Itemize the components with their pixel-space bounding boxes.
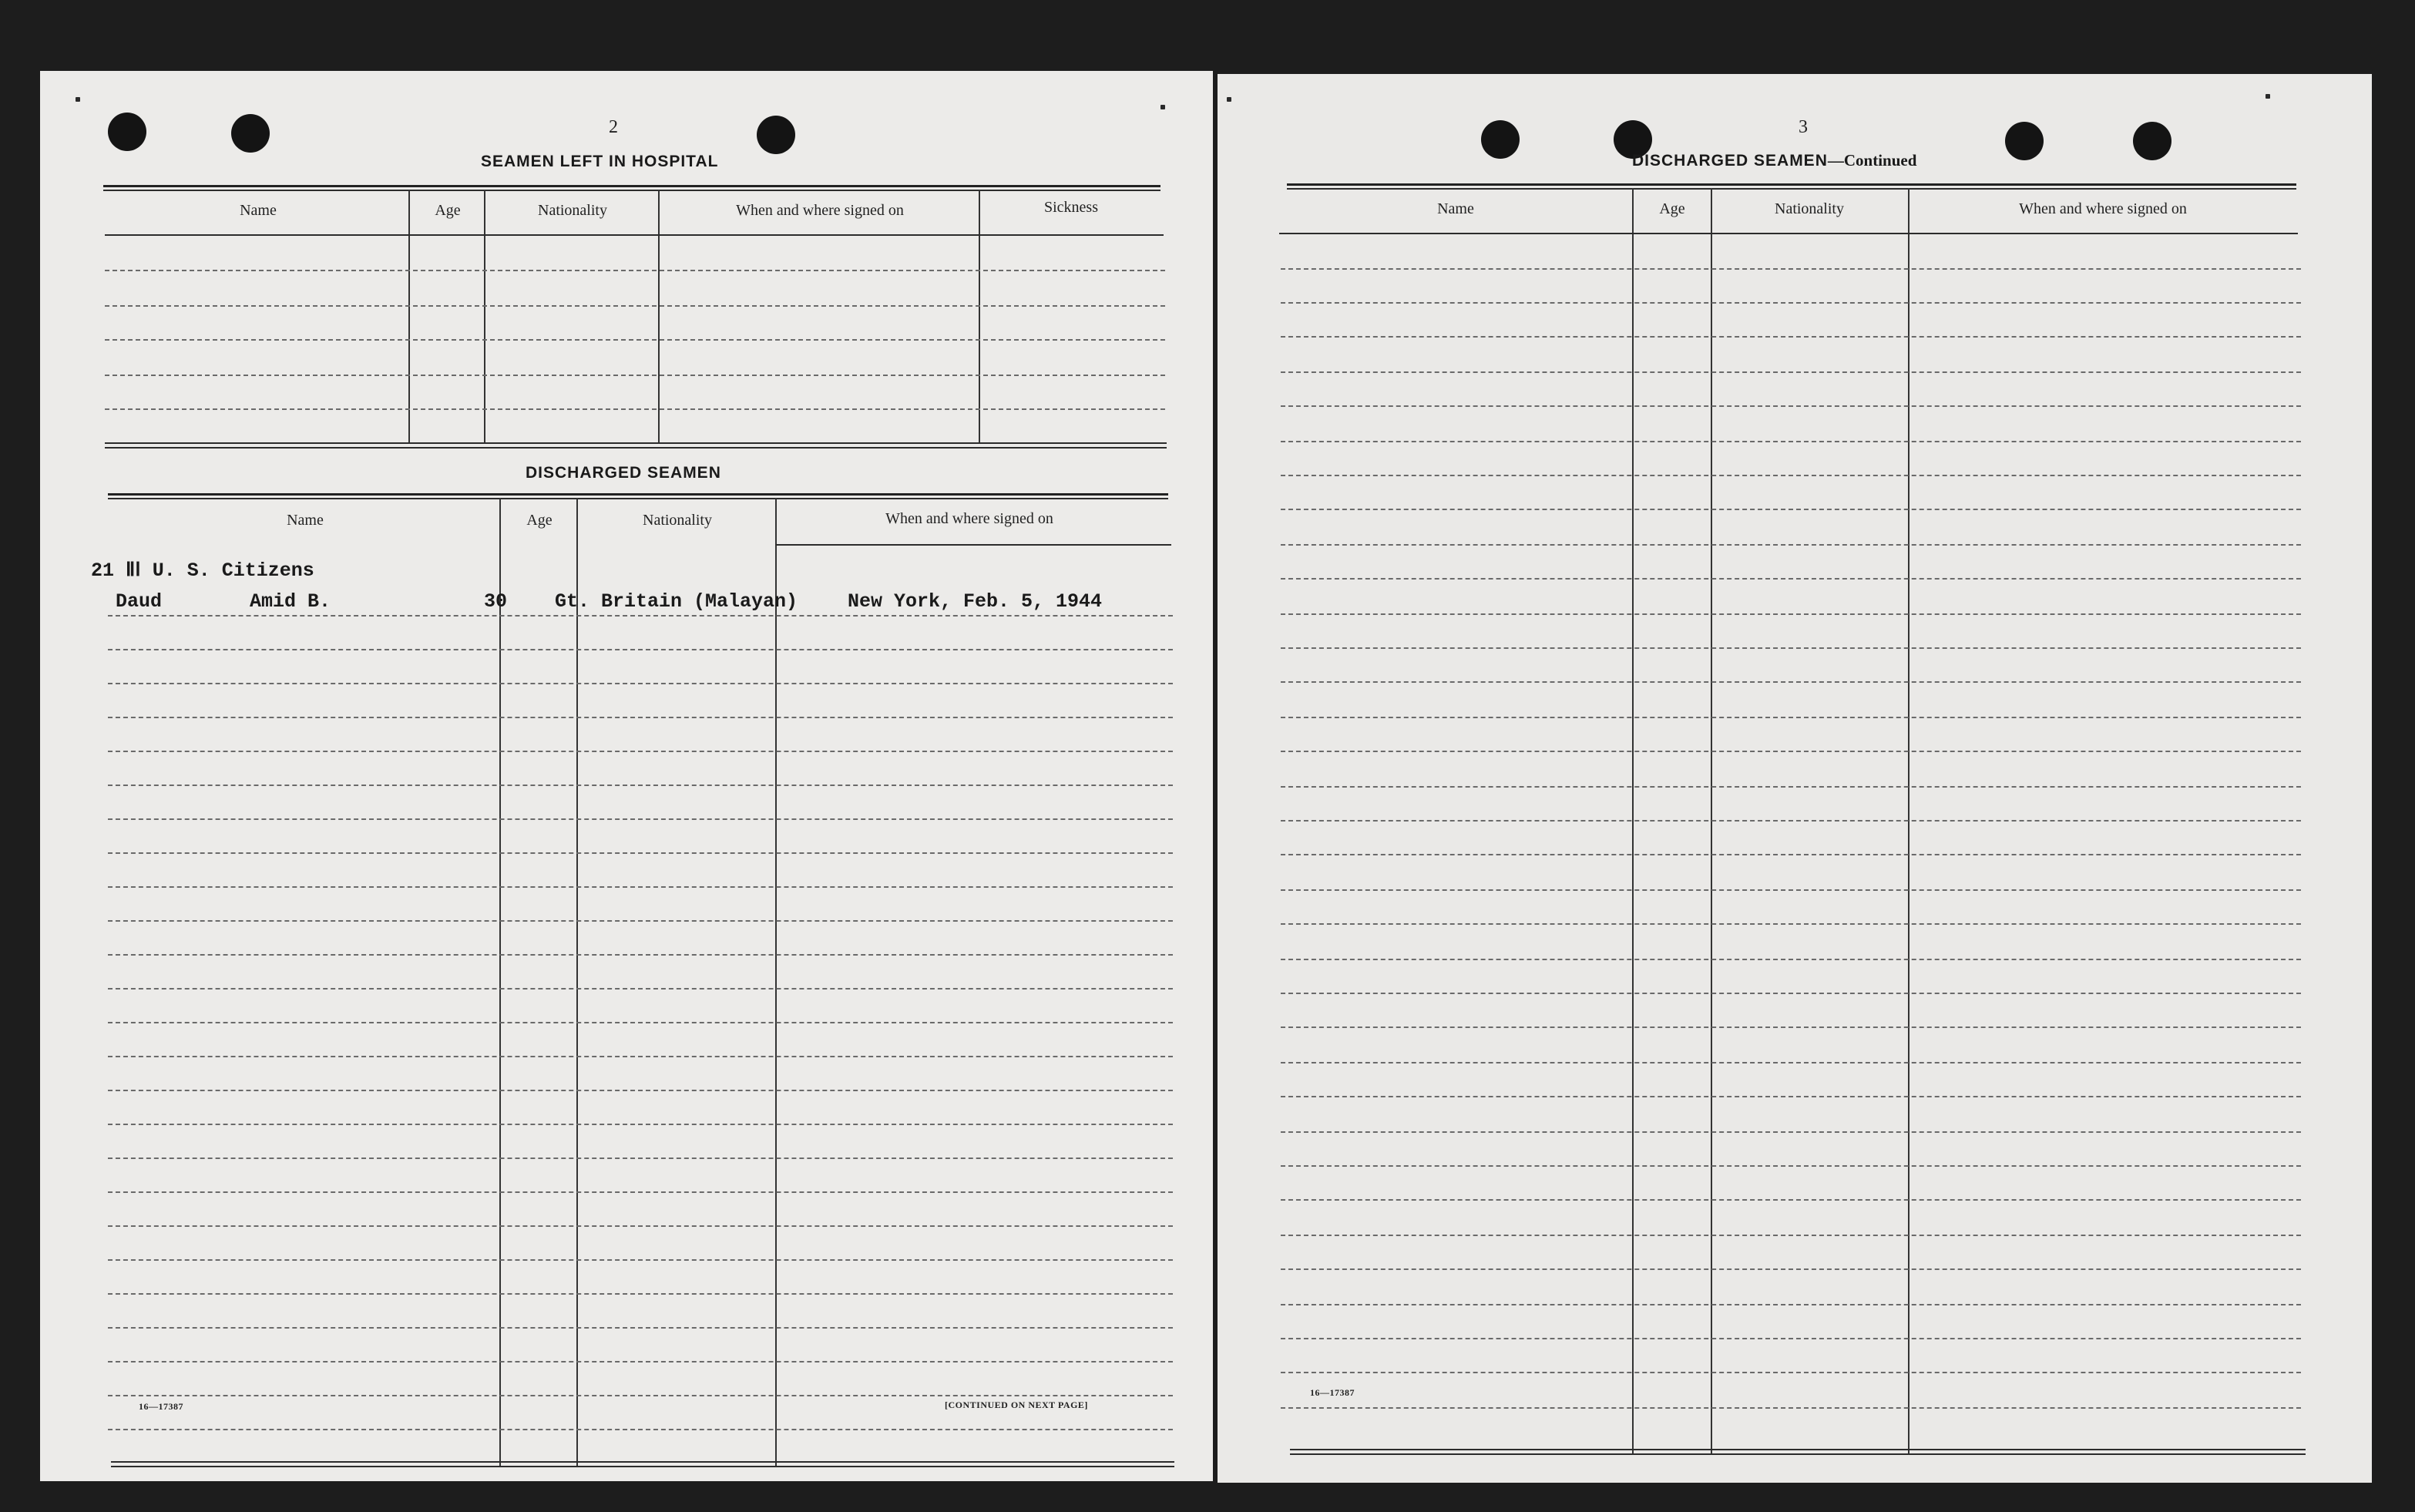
row-line [108, 1429, 1173, 1430]
row-line [1281, 475, 2301, 476]
row-line [1281, 1235, 2301, 1236]
table-bottom-rule [105, 442, 1167, 444]
citizens-note: 21 ⅡⅠ U. S. Citizens [91, 559, 314, 582]
column-header-sickness: Sickness [1044, 199, 1098, 216]
page-number: 3 [1799, 117, 1808, 137]
row-line [1281, 1165, 2301, 1167]
column-divider [484, 190, 485, 444]
column-header-signed-on: When and where signed on [2019, 200, 2187, 217]
punch-hole [1481, 120, 1520, 159]
column-header-name: Name [240, 202, 277, 219]
row-line [1281, 1096, 2301, 1097]
row-line [1281, 1062, 2301, 1063]
row-line [1281, 268, 2301, 270]
discharged-section-title: DISCHARGED SEAMEN [526, 464, 721, 482]
page-number: 2 [609, 117, 618, 137]
row-line [108, 1293, 1173, 1295]
row-line [108, 886, 1173, 888]
row-line [108, 751, 1173, 752]
row-line [1281, 578, 2301, 580]
column-header-nationality: Nationality [643, 512, 712, 529]
column-divider [499, 498, 501, 1466]
row-line [1281, 820, 2301, 822]
seaman-nationality: Gt. Britain (Malayan) [555, 590, 798, 613]
row-line [108, 717, 1173, 718]
punch-hole [108, 113, 146, 151]
row-line [1281, 544, 2301, 546]
right-page [1218, 74, 2372, 1483]
table-bottom-rule [111, 1466, 1174, 1467]
row-line [108, 1395, 1173, 1396]
row-line [1281, 336, 2301, 338]
column-divider [979, 190, 980, 444]
table-top-rule [103, 190, 1160, 191]
row-line [108, 852, 1173, 854]
row-line [105, 375, 1165, 376]
table-bottom-rule [111, 1461, 1174, 1463]
header-rule [1279, 233, 2298, 234]
row-line [1281, 1304, 2301, 1305]
row-line [1281, 889, 2301, 891]
header-rule [775, 544, 1171, 546]
row-line [1281, 786, 2301, 788]
row-line [1281, 717, 2301, 718]
scan-speck [76, 97, 80, 102]
table-bottom-rule [1290, 1453, 2306, 1455]
row-line [108, 1124, 1173, 1125]
row-line [108, 1225, 1173, 1227]
row-line [1281, 1131, 2301, 1133]
row-line [108, 920, 1173, 922]
row-line [1281, 405, 2301, 407]
seaman-surname: Daud [116, 590, 163, 613]
row-line [105, 408, 1165, 410]
row-line [1281, 1338, 2301, 1339]
row-line [1281, 1372, 2301, 1373]
seaman-given-name: Amid B. [250, 590, 331, 613]
table-top-rule [108, 493, 1168, 496]
row-line [108, 1090, 1173, 1091]
column-header-name: Name [287, 512, 324, 529]
row-line [1281, 1268, 2301, 1270]
row-line [108, 649, 1173, 650]
table-bottom-rule [1290, 1449, 2306, 1450]
row-line [108, 785, 1173, 786]
row-line [1281, 647, 2301, 649]
column-divider [775, 498, 777, 1466]
row-line [108, 1056, 1173, 1057]
title-continued: —Continued [1827, 151, 1917, 170]
scan-speck [2266, 94, 2270, 99]
table-top-rule [1287, 188, 2296, 190]
punch-hole [231, 114, 270, 153]
column-header-signed-on: When and where signed on [736, 202, 904, 219]
header-rule [105, 234, 1164, 236]
continued-note: [CONTINUED ON NEXT PAGE] [945, 1399, 1088, 1410]
column-divider [658, 190, 660, 444]
row-line [1281, 751, 2301, 752]
column-header-age: Age [435, 202, 461, 219]
row-line [105, 270, 1165, 271]
column-header-age: Age [526, 512, 553, 529]
scan-speck [1160, 105, 1165, 109]
title-main: DISCHARGED SEAMEN [1632, 152, 1828, 170]
row-line [1281, 854, 2301, 855]
table-top-rule [108, 498, 1168, 499]
row-line [108, 1327, 1173, 1329]
column-header-signed-on: When and where signed on [885, 510, 1053, 527]
row-line [1281, 681, 2301, 683]
row-line [1281, 993, 2301, 994]
row-line [105, 339, 1165, 341]
punch-hole [2005, 122, 2044, 160]
hospital-section-title: SEAMEN LEFT IN HOSPITAL [481, 153, 719, 170]
row-line [1281, 959, 2301, 960]
row-line [1281, 371, 2301, 373]
row-line [1281, 1407, 2301, 1409]
row-line [1281, 1026, 2301, 1028]
row-line [108, 1259, 1173, 1261]
column-divider [576, 498, 578, 1466]
row-line [1281, 1199, 2301, 1201]
column-divider [408, 190, 410, 444]
column-header-name: Name [1437, 200, 1474, 217]
column-header-age: Age [1659, 200, 1685, 217]
row-line [108, 818, 1173, 820]
row-line [108, 615, 1173, 617]
row-line [105, 305, 1165, 307]
row-line [108, 954, 1173, 956]
form-number: 16—17387 [1310, 1387, 1355, 1398]
scan-speck [1227, 97, 1231, 102]
row-line [1281, 923, 2301, 925]
row-line [1281, 441, 2301, 442]
punch-hole [757, 116, 795, 154]
column-header-nationality: Nationality [538, 202, 607, 219]
row-line [1281, 302, 2301, 304]
row-line [1281, 509, 2301, 510]
form-number: 16—17387 [139, 1401, 183, 1412]
row-line [108, 988, 1173, 990]
discharged-continued-title [1632, 151, 1916, 170]
left-page [40, 71, 1213, 1481]
row-line [108, 1191, 1173, 1193]
table-bottom-rule [105, 447, 1167, 449]
row-line [108, 1361, 1173, 1362]
table-top-rule [103, 185, 1160, 187]
table-top-rule [1287, 183, 2296, 186]
punch-hole [2133, 122, 2171, 160]
row-line [108, 1022, 1173, 1023]
row-line [1281, 613, 2301, 615]
column-header-nationality: Nationality [1775, 200, 1844, 217]
seaman-age: 30 [484, 590, 508, 613]
row-line [108, 683, 1173, 684]
row-line [108, 1158, 1173, 1159]
seaman-signed-on: New York, Feb. 5, 1944 [848, 590, 1103, 613]
